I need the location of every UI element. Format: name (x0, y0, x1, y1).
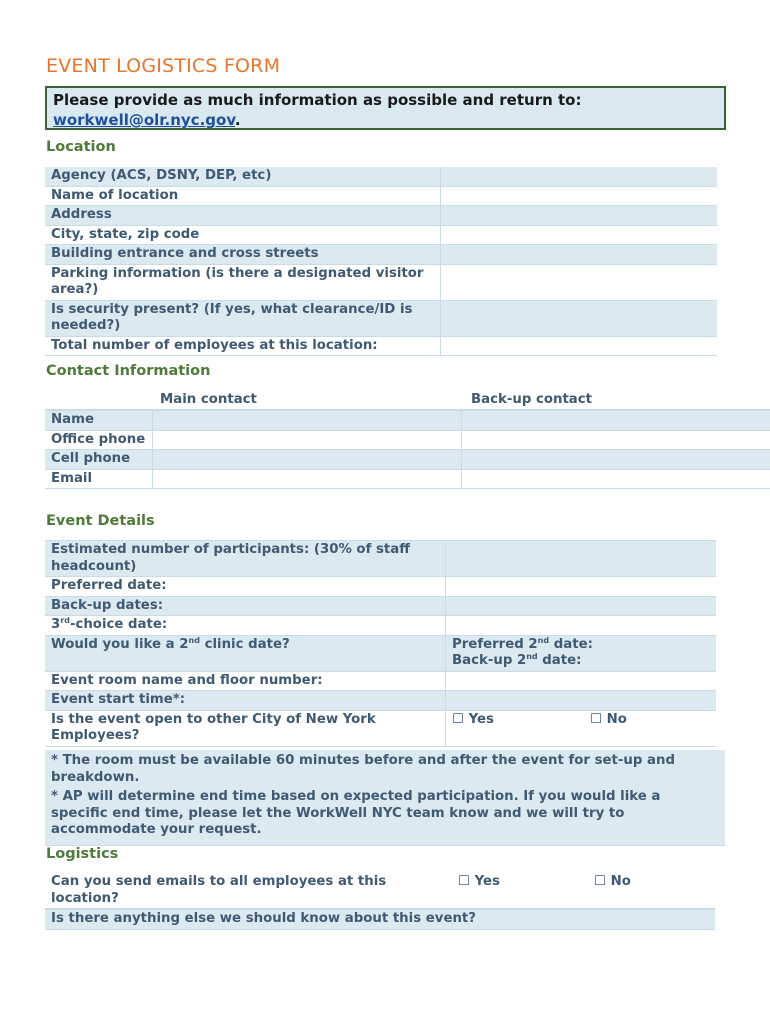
location-heading: Location (46, 139, 116, 155)
main-office-phone-field[interactable] (152, 430, 461, 450)
participants-field[interactable] (446, 541, 717, 577)
return-email-link[interactable]: workwell@olr.nyc.gov (53, 111, 235, 129)
security-label: Is security present? (If yes, what clearance/ID is needed?) (45, 300, 441, 336)
location-name-field[interactable] (441, 186, 718, 206)
name-label: Name (45, 410, 152, 430)
table-row (45, 430, 770, 450)
table-row (45, 225, 717, 245)
entrance-field[interactable] (441, 245, 718, 265)
table-row (45, 245, 717, 265)
parking-label: Parking information (is there a designated visitor area?) (45, 264, 441, 300)
city-field[interactable] (441, 225, 718, 245)
table-row (45, 710, 716, 746)
address-field[interactable] (441, 206, 718, 226)
table-row (45, 410, 770, 430)
backup-name-field[interactable] (461, 410, 770, 430)
main-email-field[interactable] (152, 469, 461, 489)
table-row (45, 873, 715, 909)
checkbox-icon: ☐ (452, 711, 464, 727)
third-choice-label: 3rd-choice date: (45, 616, 446, 636)
email-label: Email (45, 469, 152, 489)
table-row (45, 264, 717, 300)
table-row (45, 541, 716, 577)
send-emails-yes-checkbox[interactable]: ☐ Yes (458, 874, 500, 889)
contact-heading: Contact Information (46, 363, 211, 379)
start-time-field[interactable] (446, 691, 717, 711)
table-row (45, 691, 716, 711)
open-event-options (446, 710, 717, 746)
table-row (45, 336, 717, 356)
preferred-2nd-date-label: Preferred 2nd date: (452, 635, 593, 652)
address-label: Address (45, 206, 441, 226)
backup-office-phone-field[interactable] (461, 430, 770, 450)
table-row (45, 635, 716, 671)
backup-dates-label: Back-up dates: (45, 596, 446, 616)
backup-2nd-date-label: Back-up 2nd date: (452, 652, 582, 668)
cell-phone-label: Cell phone (45, 450, 152, 470)
entrance-label: Building entrance and cross streets (45, 245, 441, 265)
instructions-text: Please provide as much information as possible and return to: (53, 91, 582, 109)
room-availability-note: * The room must be available 60 minutes before and after the event for set-up and breakdown. (51, 753, 675, 785)
start-time-label: Event start time*: (45, 691, 446, 711)
event-table (45, 540, 716, 747)
office-phone-label: Office phone (45, 430, 152, 450)
contact-table (45, 409, 770, 489)
table-row (45, 300, 717, 336)
table-row (45, 450, 770, 470)
event-notes (45, 750, 725, 846)
form-title: EVENT LOGISTICS FORM (46, 55, 281, 77)
table-row (45, 616, 716, 636)
backup-cell-phone-field[interactable] (461, 450, 770, 470)
main-cell-phone-field[interactable] (152, 450, 461, 470)
checkbox-icon: ☐ (458, 874, 470, 889)
table-row (45, 469, 770, 489)
table-row (45, 577, 716, 597)
room-field[interactable] (446, 671, 717, 691)
agency-label: Agency (ACS, DSNY, DEP, etc) (45, 167, 441, 186)
table-row (45, 167, 717, 186)
send-emails-no-checkbox[interactable]: ☐ No (594, 874, 631, 889)
city-label: City, state, zip code (45, 225, 441, 245)
participants-label: Estimated number of participants: (30% of staff headcount) (45, 541, 446, 577)
anything-else-label: Is there anything else we should know about this event? (45, 909, 715, 929)
second-clinic-label: Would you like a 2nd clinic date? (45, 635, 446, 671)
open-event-no-checkbox[interactable]: ☐ No (590, 711, 627, 727)
preferred-date-field[interactable] (446, 577, 717, 597)
table-row (45, 671, 716, 691)
send-emails-options (452, 873, 715, 909)
main-contact-header: Main contact (160, 392, 257, 407)
table-row (45, 186, 717, 206)
second-clinic-dates[interactable] (446, 635, 717, 671)
location-table (45, 167, 717, 356)
logistics-table (45, 873, 715, 930)
backup-email-field[interactable] (461, 469, 770, 489)
table-row (45, 206, 717, 226)
backup-dates-field[interactable] (446, 596, 717, 616)
logistics-heading: Logistics (46, 846, 119, 862)
checkbox-icon: ☐ (590, 711, 602, 727)
instructions-suffix: . (234, 111, 241, 129)
parking-field[interactable] (441, 264, 718, 300)
open-event-yes-checkbox[interactable]: ☐ Yes (452, 711, 494, 727)
main-name-field[interactable] (152, 410, 461, 430)
security-field[interactable] (441, 300, 718, 336)
instructions-callout (45, 86, 726, 130)
agency-field[interactable] (441, 167, 718, 186)
open-event-label: Is the event open to other City of New York Employees? (45, 710, 446, 746)
third-choice-field[interactable] (446, 616, 717, 636)
preferred-date-label: Preferred date: (45, 577, 446, 597)
location-name-label: Name of location (45, 186, 441, 206)
room-label: Event room name and floor number: (45, 671, 446, 691)
end-time-note: * AP will determine end time based on expected participation. If you would like a specific end time, please let the WorkWell NYC team know and we will try to accommodate your request. (51, 789, 661, 837)
employees-label: Total number of employees at this location: (45, 336, 441, 356)
backup-contact-header: Back-up contact (471, 392, 593, 407)
checkbox-icon: ☐ (594, 874, 606, 889)
table-row (45, 596, 716, 616)
send-emails-label: Can you send emails to all employees at this location? (45, 873, 452, 909)
event-heading: Event Details (46, 513, 155, 529)
employees-field[interactable] (441, 336, 718, 356)
table-row (45, 909, 715, 929)
